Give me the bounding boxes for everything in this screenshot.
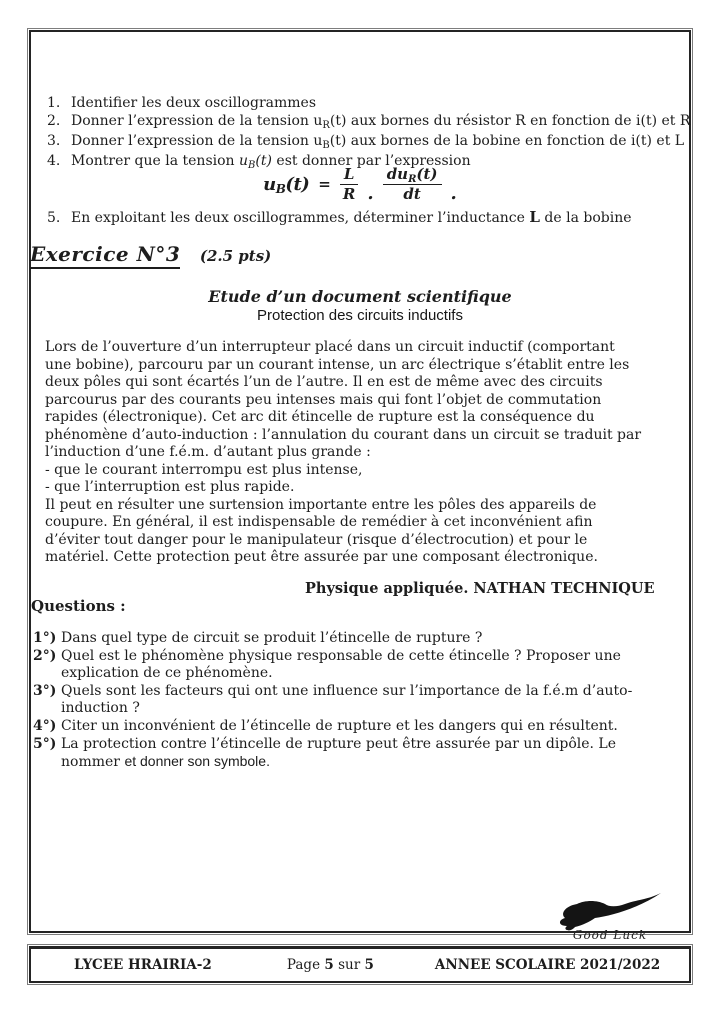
page-footer bbox=[29, 946, 691, 983]
list-item bbox=[31, 208, 685, 227]
equals-sign: = bbox=[318, 175, 331, 193]
item-text: Citer un inconvénient de l’étincelle de rupture et les dangers qui en résultent. bbox=[61, 717, 618, 734]
item-text: Identifier les deux oscillogrammes bbox=[71, 95, 317, 111]
footer-school: LYCEE HRAIRIA-2 bbox=[73, 957, 212, 973]
item-text: Quels sont les facteurs qui ont une influence sur l’importance de la f.é.m d’auto-induction ? bbox=[61, 682, 633, 717]
question-item bbox=[33, 630, 661, 648]
fraction-denominator: dt bbox=[403, 184, 421, 203]
fraction-numerator: L bbox=[340, 166, 359, 185]
numbered-list-top bbox=[31, 94, 691, 172]
exercise-points: (2.5 pts) bbox=[199, 247, 272, 265]
question-item bbox=[33, 718, 661, 736]
item-number: 2°) bbox=[33, 647, 57, 664]
item-text: Donner l’expression de la tension $u_R(t)$ aux bornes du résistor R en fonction de i(t) et R bbox=[71, 113, 691, 131]
paragraph-1: Lors de l’ouverture d’un interrupteur placé dans un circuit inductif (comportant une bobine), parcouru par un courant intense, un arc électrique s’établit entre les deux pôles qui sont écartés l’un de l’autre. Il en est de même avec des circuits parcourus par des courants peu intenses mais qui font l’objet de commutation rapides (électronique). Cet arc dit étincelle de rupture est la conséquence du phénomène d’auto-induction : l’annulation du courant dans un circuit se traduit par l’induction d’une f.é.m. d’autant plus grande : bbox=[45, 339, 642, 460]
multiplication-dot: . bbox=[367, 183, 374, 204]
item-number: 3°) bbox=[33, 682, 57, 699]
formula-u-arg: (t) bbox=[285, 173, 310, 195]
exercise-title: Exercice N°3 bbox=[30, 242, 180, 269]
formula-du: du bbox=[386, 165, 409, 183]
paragraph-2: Il peut en résulter une surtension importante entre les pôles des appareils de coupure. En général, il est indispensable de remédier à cet inconvénient afin d’éviter tout danger pour le manipulateur (risque d’électrocution) et pour le matériel. Cette protection peut être assurée par une composant électronique. bbox=[45, 496, 598, 565]
formula-du-arg: (t) bbox=[416, 165, 438, 183]
good-luck-logo bbox=[555, 890, 665, 942]
item-text: La protection contre l’étincelle de rupture peut être assurée par un dipôle. Le nommer et donner son symbole. bbox=[61, 735, 616, 771]
fraction-l-over-r bbox=[340, 166, 359, 202]
item-number: 2. bbox=[47, 113, 61, 129]
footer-page-word: Page bbox=[286, 957, 321, 973]
good-luck-text: Good Luck bbox=[572, 928, 648, 942]
item-text: Quel est le phénomène physique responsable de cette étincelle ? Proposer une explication de ce phénomène. bbox=[61, 647, 621, 682]
source-credit: Physique appliquée. NATHAN TECHNIQUE bbox=[305, 580, 655, 597]
fraction-numerator bbox=[383, 166, 442, 185]
formula-lhs bbox=[263, 174, 309, 195]
footer-school-year: ANNEE SCOLAIRE 2021/2022 bbox=[434, 957, 661, 973]
list-item bbox=[31, 132, 685, 152]
questions-label: Questions : bbox=[31, 597, 126, 615]
list-item bbox=[31, 94, 685, 112]
question-item bbox=[33, 683, 661, 718]
item-text: Dans quel type de circuit se produit l’étincelle de rupture ? bbox=[61, 630, 483, 646]
item-number: 4°) bbox=[33, 717, 57, 734]
footer-page-indicator bbox=[255, 957, 406, 973]
dash-line-2: - que l’interruption est plus rapide. bbox=[45, 479, 295, 495]
item-number: 5°) bbox=[33, 735, 57, 752]
formula-du-subscript: R bbox=[408, 174, 417, 185]
item-text: Donner l’expression de la tension $u_B(t)$ aux bornes de la bobine en fonction de i(t) et L bbox=[71, 133, 685, 151]
formula-ub bbox=[31, 166, 689, 202]
document-title: Etude d’un document scientifique bbox=[208, 287, 512, 306]
fraction-denominator: R bbox=[342, 184, 356, 203]
item-number: 1. bbox=[47, 95, 61, 111]
exercise-heading bbox=[30, 242, 271, 266]
questions-list bbox=[33, 630, 661, 772]
footer-sur-word: sur bbox=[338, 957, 361, 973]
document-body bbox=[45, 339, 645, 567]
fraction-dur-over-dt bbox=[383, 166, 442, 202]
question-item bbox=[33, 736, 661, 772]
item-number: 4. bbox=[47, 153, 61, 169]
footer-page-total: 5 bbox=[364, 957, 374, 973]
content-frame bbox=[29, 30, 691, 942]
formula-u: u bbox=[263, 173, 276, 195]
formula-u-subscript: B bbox=[275, 181, 286, 196]
item-number: 5. bbox=[47, 210, 61, 226]
item-number: 3. bbox=[47, 133, 61, 149]
list-item bbox=[31, 112, 691, 132]
formula-period: . bbox=[450, 183, 457, 204]
dash-line-1: - que le courant interrompu est plus intense, bbox=[45, 461, 363, 478]
item-number: 1°) bbox=[33, 630, 57, 646]
item-text: En exploitant les deux oscillogrammes, déterminer l’inductance L de la bobine bbox=[71, 208, 632, 226]
numbered-list-bottom bbox=[31, 208, 685, 227]
item-text: Montrer que la tension $u_B(t)$ est donner par l’expression bbox=[71, 153, 471, 171]
footer-page-number: 5 bbox=[324, 957, 334, 973]
question-item bbox=[33, 648, 661, 683]
document-subtitle: Protection des circuits inductifs bbox=[257, 307, 463, 324]
